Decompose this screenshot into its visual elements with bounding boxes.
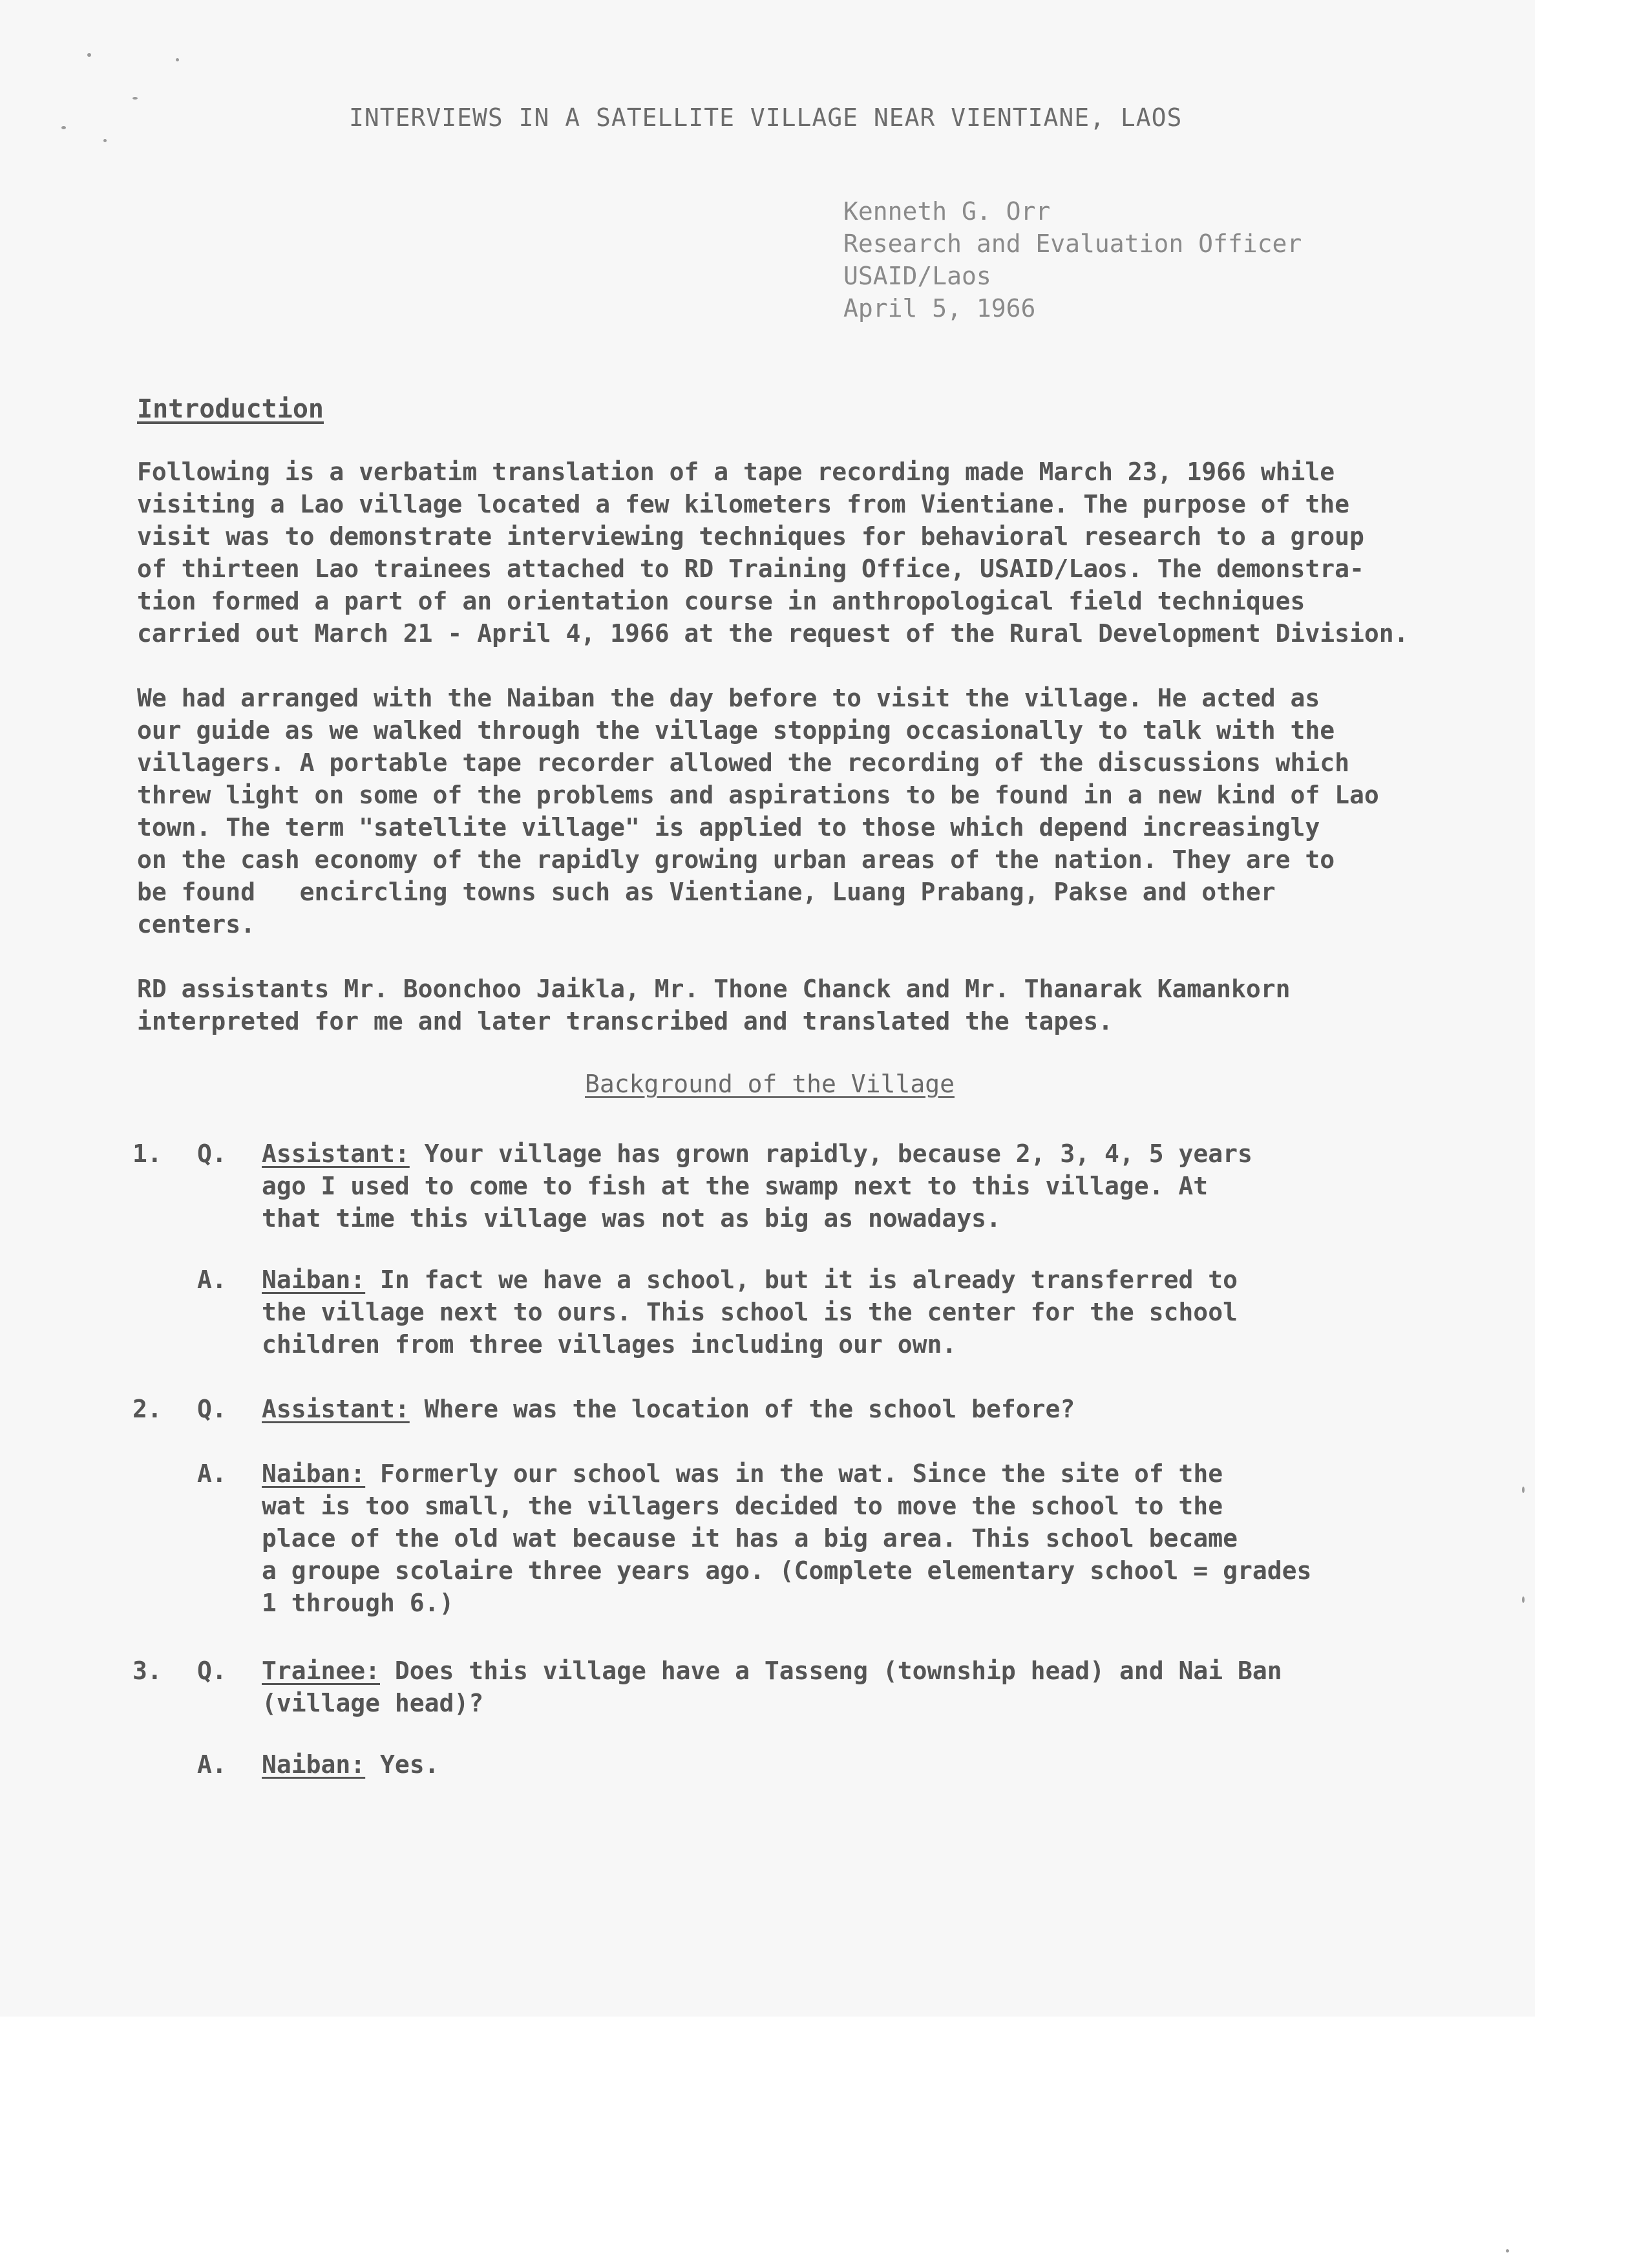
text-line: wat is too small, the villagers decided to move the school to the [262,1492,1223,1520]
scan-speck [1522,1487,1525,1493]
text-line: that time this village was not as big as nowadays. [262,1204,1001,1233]
text-line: threw light on some of the problems and aspirations to be found in a new kind of Lao [137,781,1379,809]
answer-label: A. [197,1266,227,1294]
author-name: Kenneth G. Orr [843,197,1051,226]
intro-paragraph-2 [137,682,1494,940]
intro-paragraph-1 [137,456,1494,650]
speaker-label: Naiban: [262,1266,366,1294]
author-block [843,195,1302,324]
scan-speck [61,126,66,129]
text-line: (village head)? [262,1689,484,1717]
question-text: Where was the location of the school before? [424,1395,1075,1423]
text-line [262,1457,1425,1490]
question-body [262,1393,1425,1425]
answer-body [262,1457,1425,1619]
answer-text: Formerly our school was in the wat. Since the site of the [380,1459,1223,1488]
text-line: ago I used to come to fish at the swamp next to this village. At [262,1172,1209,1200]
answer-label: A. [197,1750,227,1779]
text-line: visiting a Lao village located a few kilometers from Vientiane. The purpose of the [137,490,1349,518]
text-line: tion formed a part of an orientation course in anthropological field techniques [137,587,1305,615]
speaker-label: Assistant: [262,1139,410,1168]
text-line: the village next to ours. This school is the center for the school [262,1298,1238,1326]
text-line [262,1138,1425,1170]
text-line [262,1264,1425,1296]
text-line: of thirteen Lao trainees attached to RD Training Office, USAID/Laos. The demonstra- [137,555,1364,583]
text-line: centers. [137,910,256,938]
question-label: Q. [197,1395,227,1423]
introduction-heading: Introduction [137,394,324,424]
speaker-label: Naiban: [262,1459,366,1488]
text-line: a groupe scolaire three years ago. (Complete elementary school = grades [262,1556,1312,1585]
question-label: Q. [197,1139,227,1168]
answer-text: In fact we have a school, but it is already transferred to [380,1266,1238,1294]
scan-speck [1522,1596,1525,1603]
question-label: Q. [197,1657,227,1685]
speaker-label: Naiban: [262,1750,366,1779]
text-line: town. The term "satellite village" is applied to those which depend increasingly [137,813,1320,842]
answer-text: Yes. [380,1750,439,1779]
text-line: carried out March 21 - April 4, 1966 at the request of the Rural Development Division. [137,619,1409,648]
text-line: be found encircling towns such as Vientiane, Luang Prabang, Pakse and other [137,878,1276,906]
item-number: 1. [132,1139,162,1168]
scan-speck [132,97,138,100]
text-line: interpreted for me and later transcribed and translated the tapes. [137,1007,1113,1035]
author-date: April 5, 1966 [843,294,1036,323]
question-text: Your village has grown rapidly, because 2, 3, 4, 5 years [424,1139,1252,1168]
author-position: Research and Evaluation Officer [843,229,1302,258]
speaker-label: Assistant: [262,1395,410,1423]
intro-paragraph-3 [137,973,1494,1037]
item-number: 2. [132,1395,162,1423]
text-line: our guide as we walked through the village stopping occasionally to talk with the [137,716,1335,745]
text-line [262,1655,1425,1687]
text-line: visit was to demonstrate interviewing techniques for behavioral research to a group [137,522,1364,551]
document-title: INTERVIEWS IN A SATELLITE VILLAGE NEAR VIENTIANE, LAOS [349,103,1183,132]
text-line [262,1393,1425,1425]
text-line: Following is a verbatim translation of a tape recording made March 23, 1966 while [137,458,1335,486]
question-text: Does this village have a Tasseng (township head) and Nai Ban [394,1657,1282,1685]
text-line: 1 through 6.) [262,1589,454,1617]
speaker-label: Trainee: [262,1657,381,1685]
text-line: We had arranged with the Naiban the day before to visit the village. He acted as [137,684,1320,712]
scan-speck [103,139,107,142]
scan-speck [1506,2249,1509,2252]
text-line: children from three villages including our own. [262,1330,957,1359]
answer-body [262,1264,1425,1361]
text-line [262,1748,1425,1781]
background-heading: Background of the Village [585,1070,955,1098]
text-line: place of the old wat because it has a big area. This school became [262,1524,1238,1553]
scan-speck [176,58,179,61]
answer-label: A. [197,1459,227,1488]
question-body [262,1655,1425,1719]
question-body [262,1138,1425,1235]
item-number: 3. [132,1657,162,1685]
author-organization: USAID/Laos [843,262,991,290]
scan-speck [87,53,91,57]
text-line: villagers. A portable tape recorder allowed the recording of the discussions which [137,748,1349,777]
answer-body [262,1748,1425,1781]
text-line: on the cash economy of the rapidly growing urban areas of the nation. They are to [137,845,1335,874]
text-line: RD assistants Mr. Boonchoo Jaikla, Mr. Thone Chanck and Mr. Thanarak Kamankorn [137,975,1291,1003]
